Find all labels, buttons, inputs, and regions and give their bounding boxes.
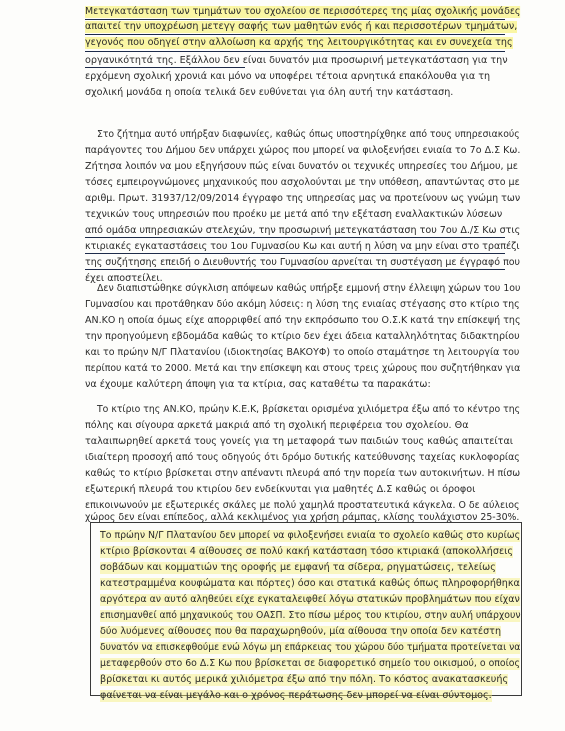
text-line: κτίριο βρίσκονται 4 αίθουσες σε πολύ κακή κατάσταση τόσο κτιριακά (αποκολλήσεις — [100, 546, 514, 557]
pen-underline — [85, 253, 505, 254]
text-line: τόσες εμπειρογνώμονες μηχανικούς που ασχολούνται με την υπόθεση, απαντώντας στο με — [85, 177, 520, 188]
pen-underline — [85, 67, 245, 68]
text-line: της συζήτησης επειδή ο Διευθυντής του Γυμνασίου αρνείται τη συστέγαση με έγγραφό που — [85, 257, 521, 268]
text-line: Δεν διαπιστώθηκε σύγκλιση απόψεων καθώς υπήρξε εμμονή στην έλλειψη χώρων του 1ου — [97, 283, 521, 294]
text-line: βρίσκεται κι αυτός μερικά χιλιόμετρα έξω από την πόλη. Το κόστος ανακατασκευής — [100, 674, 509, 685]
text-line: ιδιαίτερη προσοχή από τους οδηγούς ότι δρόμο δυτικής κατεύθυνσης ταχείας κυκλοφορίας — [85, 452, 520, 463]
pen-underline — [85, 51, 505, 52]
text-line: τεχνικών τους υπηρεσιών που προέκυ με μετά από την εξέταση εναλλακτικών λύσεων — [85, 209, 503, 220]
text-line: παράγοντες του Δήμου δεν υπάρχει χώρος που μπορεί να φιλοξενήσει ενιαία το 7ο Δ.Σ Κω. — [85, 145, 521, 156]
text-line: επικοινωνούν με εξωτερικές σκάλες με πολύ χαμηλά προστατευτικά κάγκελα. Ο δε αύλειος — [85, 500, 520, 511]
text-line: δυνατόν να επισκεφθούμε ενώ λόγω μη επάρκειας του χώρου δύο τμήματα προτείνεται να — [100, 642, 521, 653]
text-line: πόλης και σίγουρα αρκετά μακριά από τη σχολική περιφέρεια του σχολείου. Θα — [85, 420, 469, 431]
pen-underline — [85, 269, 505, 270]
text-line: Το κτίριο της ΑΝ.ΚΟ, πρώην Κ.Ε.Κ, βρίσκεται ορισμένα χιλιόμετρα έξω από το κέντρο της — [97, 404, 521, 415]
text-line: ΑΝ.ΚΟ η οποία όμως είχε απορριφθεί από την εκπρόσωπο του Ο.Σ.Κ κατά την επίσκεψή της — [85, 315, 521, 326]
text-line: καθώς το κτίριο βρίσκεται στην απέναντι πλευρά από την πορεία των αυτοκινήτων. Η πίσω — [85, 468, 521, 479]
text-line: Στο ζήτημα αυτό υπήρξαν διαφωνίες, καθώς όπως υποστηρίχθηκε από τους υπηρεσιακούς — [97, 129, 520, 140]
text-line: φαίνεται να είναι μεγάλο και ο χρόνος περάτωσης δεν μπορεί να είναι σύντομος. — [100, 690, 492, 701]
text-line: σοβάδων και κομματιών της οροφής με εμφανή τα σίδερα, ρηγματώσεις, τελείως — [100, 562, 496, 573]
text-line: έχει αποστείλει. — [85, 273, 163, 284]
text-line: κτιριακές εγκαταστάσεις του 1ου Γυμνασίου Κω και αυτή η λύση να μην είναι στο τραπέζι — [85, 241, 520, 252]
text-line: και το πρώην Ν/Γ Πλατανίου (ιδιοκτησίας ΒΑΚΟΥΦ) το οποίο σταμάτησε τη λειτουργία του — [85, 347, 520, 358]
text-line: εξωτερική πλευρά του κτιρίου δεν ενδείκνυται για μαθητές Δ.Σ καθώς οι όροφοι — [85, 484, 476, 495]
text-line: γεγονός που οδηγεί στην αλλοίωση κα αρχής της λειτουργικότητας και εν συνεχεία της — [85, 37, 513, 48]
text-line: οργανικότητά της. Εξάλλου δεν είναι δυνατόν μια προσωρινή μετεγκατάσταση για την — [85, 55, 508, 66]
text-line: να έχουμε καλύτερη άποψη για τα κτίρια, σας καταθέτω τα παρακάτω: — [85, 379, 431, 390]
text-line: από ομάδα υπηρεσιακών στελεχών, την προσωρινή μετεγκατάσταση του 7ου Δ./Σ Κω στις — [85, 225, 521, 236]
text-line: μεταφερθούν στο 6ο Δ.Σ Κω που βρίσκεται σε διαφορετικό σημείο του οικισμού, ο οποίος — [100, 658, 520, 669]
pen-underline — [85, 237, 505, 238]
text-line: ταλαιπωρηθεί αρκετά τους γονείς για τη μεταφορά των παιδιών τους καθώς απαιτείται — [85, 436, 514, 447]
text-line: αριθμ. Πρωτ. 31937/12/09/2014 έγγραφο της υπηρεσίας μας να προτείνουν ως γνώμη των — [85, 193, 521, 204]
text-line: αργότερα αν αυτό αληθεύει είχε εγκαταλειφθεί λόγω στατικών προβλημάτων που είχαν — [100, 594, 520, 605]
pen-underline — [85, 34, 505, 35]
pen-underline — [85, 19, 505, 20]
text-line: περίπου κατά το 2000. Μετά και την επίσκεψη και στους τρεις χώρους που συζητήθηκαν για — [85, 363, 521, 374]
text-line: Το πρώην Ν/Γ Πλατανίου δεν μπορεί να φιλοξενήσει ενιαία το σχολείο καθώς στο κυρίως — [100, 530, 521, 541]
text-line: σχολική μονάδα η οποία τελικά δεν ευθύνεται για όλη αυτή την κατάσταση. — [85, 87, 454, 98]
text-line: Γυμνασίου και προτάθηκαν δύο ακόμη λύσεις: η λύση της ενιαίας στέγασης στο κτίριο της — [85, 299, 520, 310]
text-line: Ζήτησα λοιπόν να μου εξηγήσουν πώς είναι δυνατόν οι τεχνικές υπηρεσίες του Δήμου, με — [85, 161, 518, 172]
text-line: χώρος δεν είναι επίπεδος, αλλά κεκλιμένος για χρήση ράμπας, κλίσης τουλάχιστον 25-30%. — [85, 512, 520, 523]
text-line: κατεστραμμένα κουφώματα και πόρτες) όσο και στατικά καθώς όπως πληροφορήθηκα — [100, 578, 520, 589]
text-line: απαιτεί την υποχρέωση μετεγγ σαφής των μαθητών ενός ή και περισσοτέρων τμημάτων, — [85, 21, 518, 32]
text-line: ερχόμενη σχολική χρονιά και μόνο να υποφέρει τέτοια αρνητικά επακόλουθα για τη — [85, 71, 491, 82]
text-line: την προηγούμενη εβδομάδα καθώς το κτίριο δεν έχει άδεια καταλληλότητας διδακτηρίου — [85, 331, 520, 342]
text-line: δύο λυόμενες αίθουσες που θα παραχωρηθούν, μία αίθουσα την οποία δεν κατέστη — [100, 626, 502, 637]
text-line: επισημανθεί από μηχανικούς του ΟΑΣΠ. Στο πίσω μέρος του κτιρίου, στην αυλή υπάρχουν — [100, 610, 521, 621]
text-line: Μετεγκατάσταση των τμημάτων του σχολείου σε περισσότερες της μίας σχολικής μονάδες — [85, 6, 521, 17]
